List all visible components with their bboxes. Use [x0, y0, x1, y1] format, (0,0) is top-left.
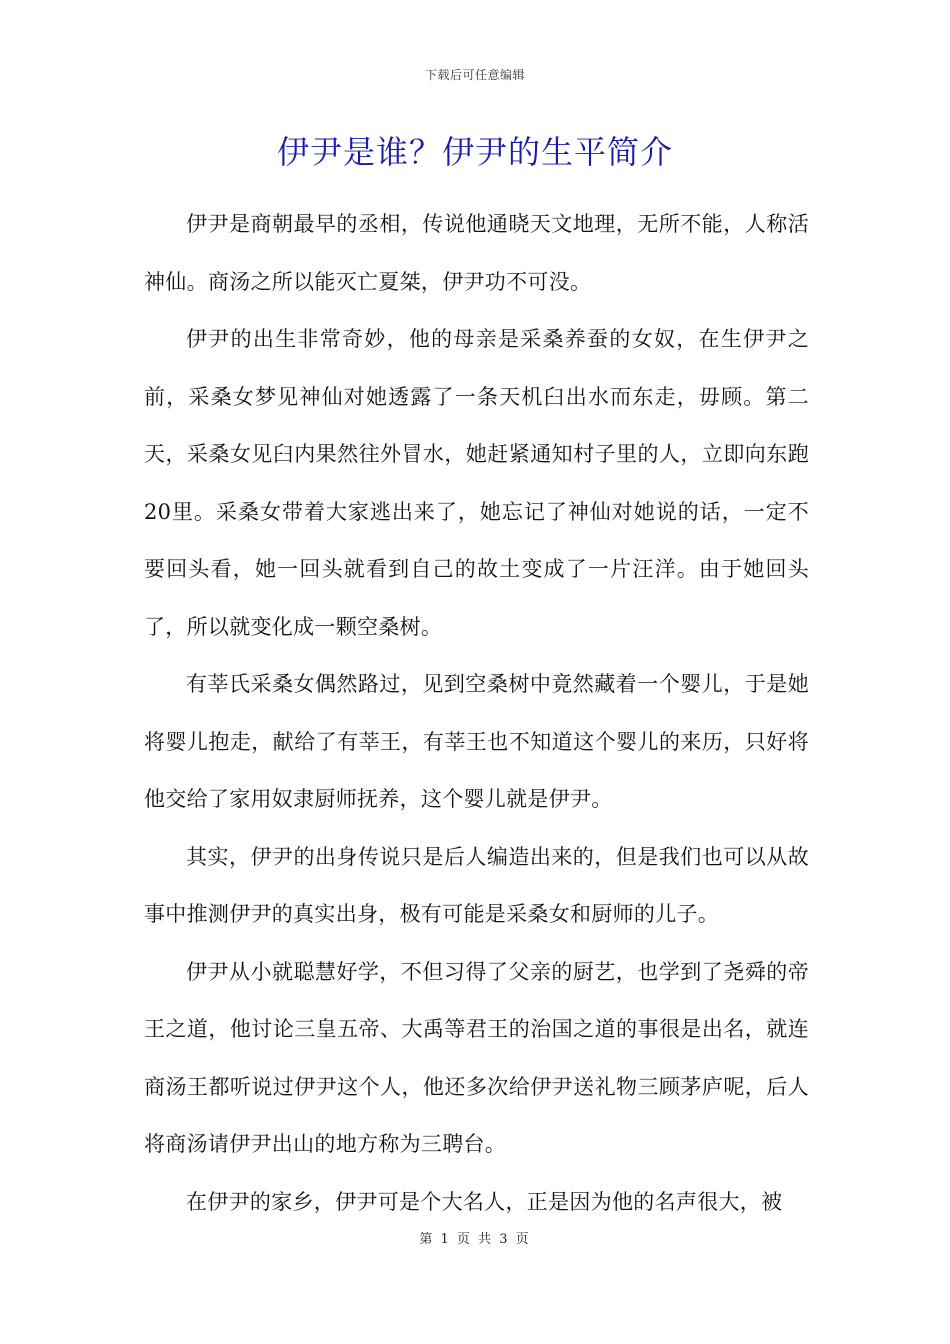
paragraph: 伊尹是商朝最早的丞相，传说他通晓天文地理，无所不能，人称活神仙。商汤之所以能灭亡夏桀，伊尹功不可没。 [144, 212, 809, 294]
page-title: 伊尹是谁？伊尹的生平简介 [276, 133, 673, 171]
paragraph: 其实，伊尹的出身传说只是后人编造出来的，但是我们也可以从故事中推测伊尹的真实出身，极有可能是采桑女和厨师的儿子。 [144, 844, 809, 926]
paragraph: 在伊尹的家乡，伊尹可是个大名人，正是因为他的名声很大，被 [186, 1189, 783, 1214]
paragraph: 伊尹的出生非常奇妙，他的母亲是采桑养蚕的女奴，在生伊尹之前，采桑女梦见神仙对她透露了一条天机臼出水而东走，毋顾。第二天，采桑女见臼内果然往外冒水，她赶紧通知村子里的人，立即向东跑20里。采桑女带着大家逃出来了，她忘记了神仙对她说的话，一定不要回头看，她一回头就看到自己的故土变成了一片汪洋。由于她回头了，所以就变化成一颗空桑树。 [144, 327, 809, 639]
paragraph: 有莘氏采桑女偶然路过，见到空桑树中竟然藏着一个婴儿，于是她将婴儿抱走，献给了有莘王，有莘王也不知道这个婴儿的来历，只好将他交给了家用奴隶厨师抚养，这个婴儿就是伊尹。 [144, 672, 809, 811]
header-note: 下载后可任意编辑 [424, 68, 525, 82]
paragraph: 伊尹从小就聪慧好学，不但习得了父亲的厨艺，也学到了尧舜的帝王之道，他讨论三皇五帝、大禹等君王的治国之道的事很是出名，就连商汤王都听说过伊尹这个人，他还多次给伊尹送礼物三顾茅庐呢，后人将商汤请伊尹出山的地方称为三聘台。 [144, 959, 809, 1156]
page-footer: 第 1 页 共 3 页 [419, 1232, 531, 1247]
article-body [144, 196, 809, 1231]
